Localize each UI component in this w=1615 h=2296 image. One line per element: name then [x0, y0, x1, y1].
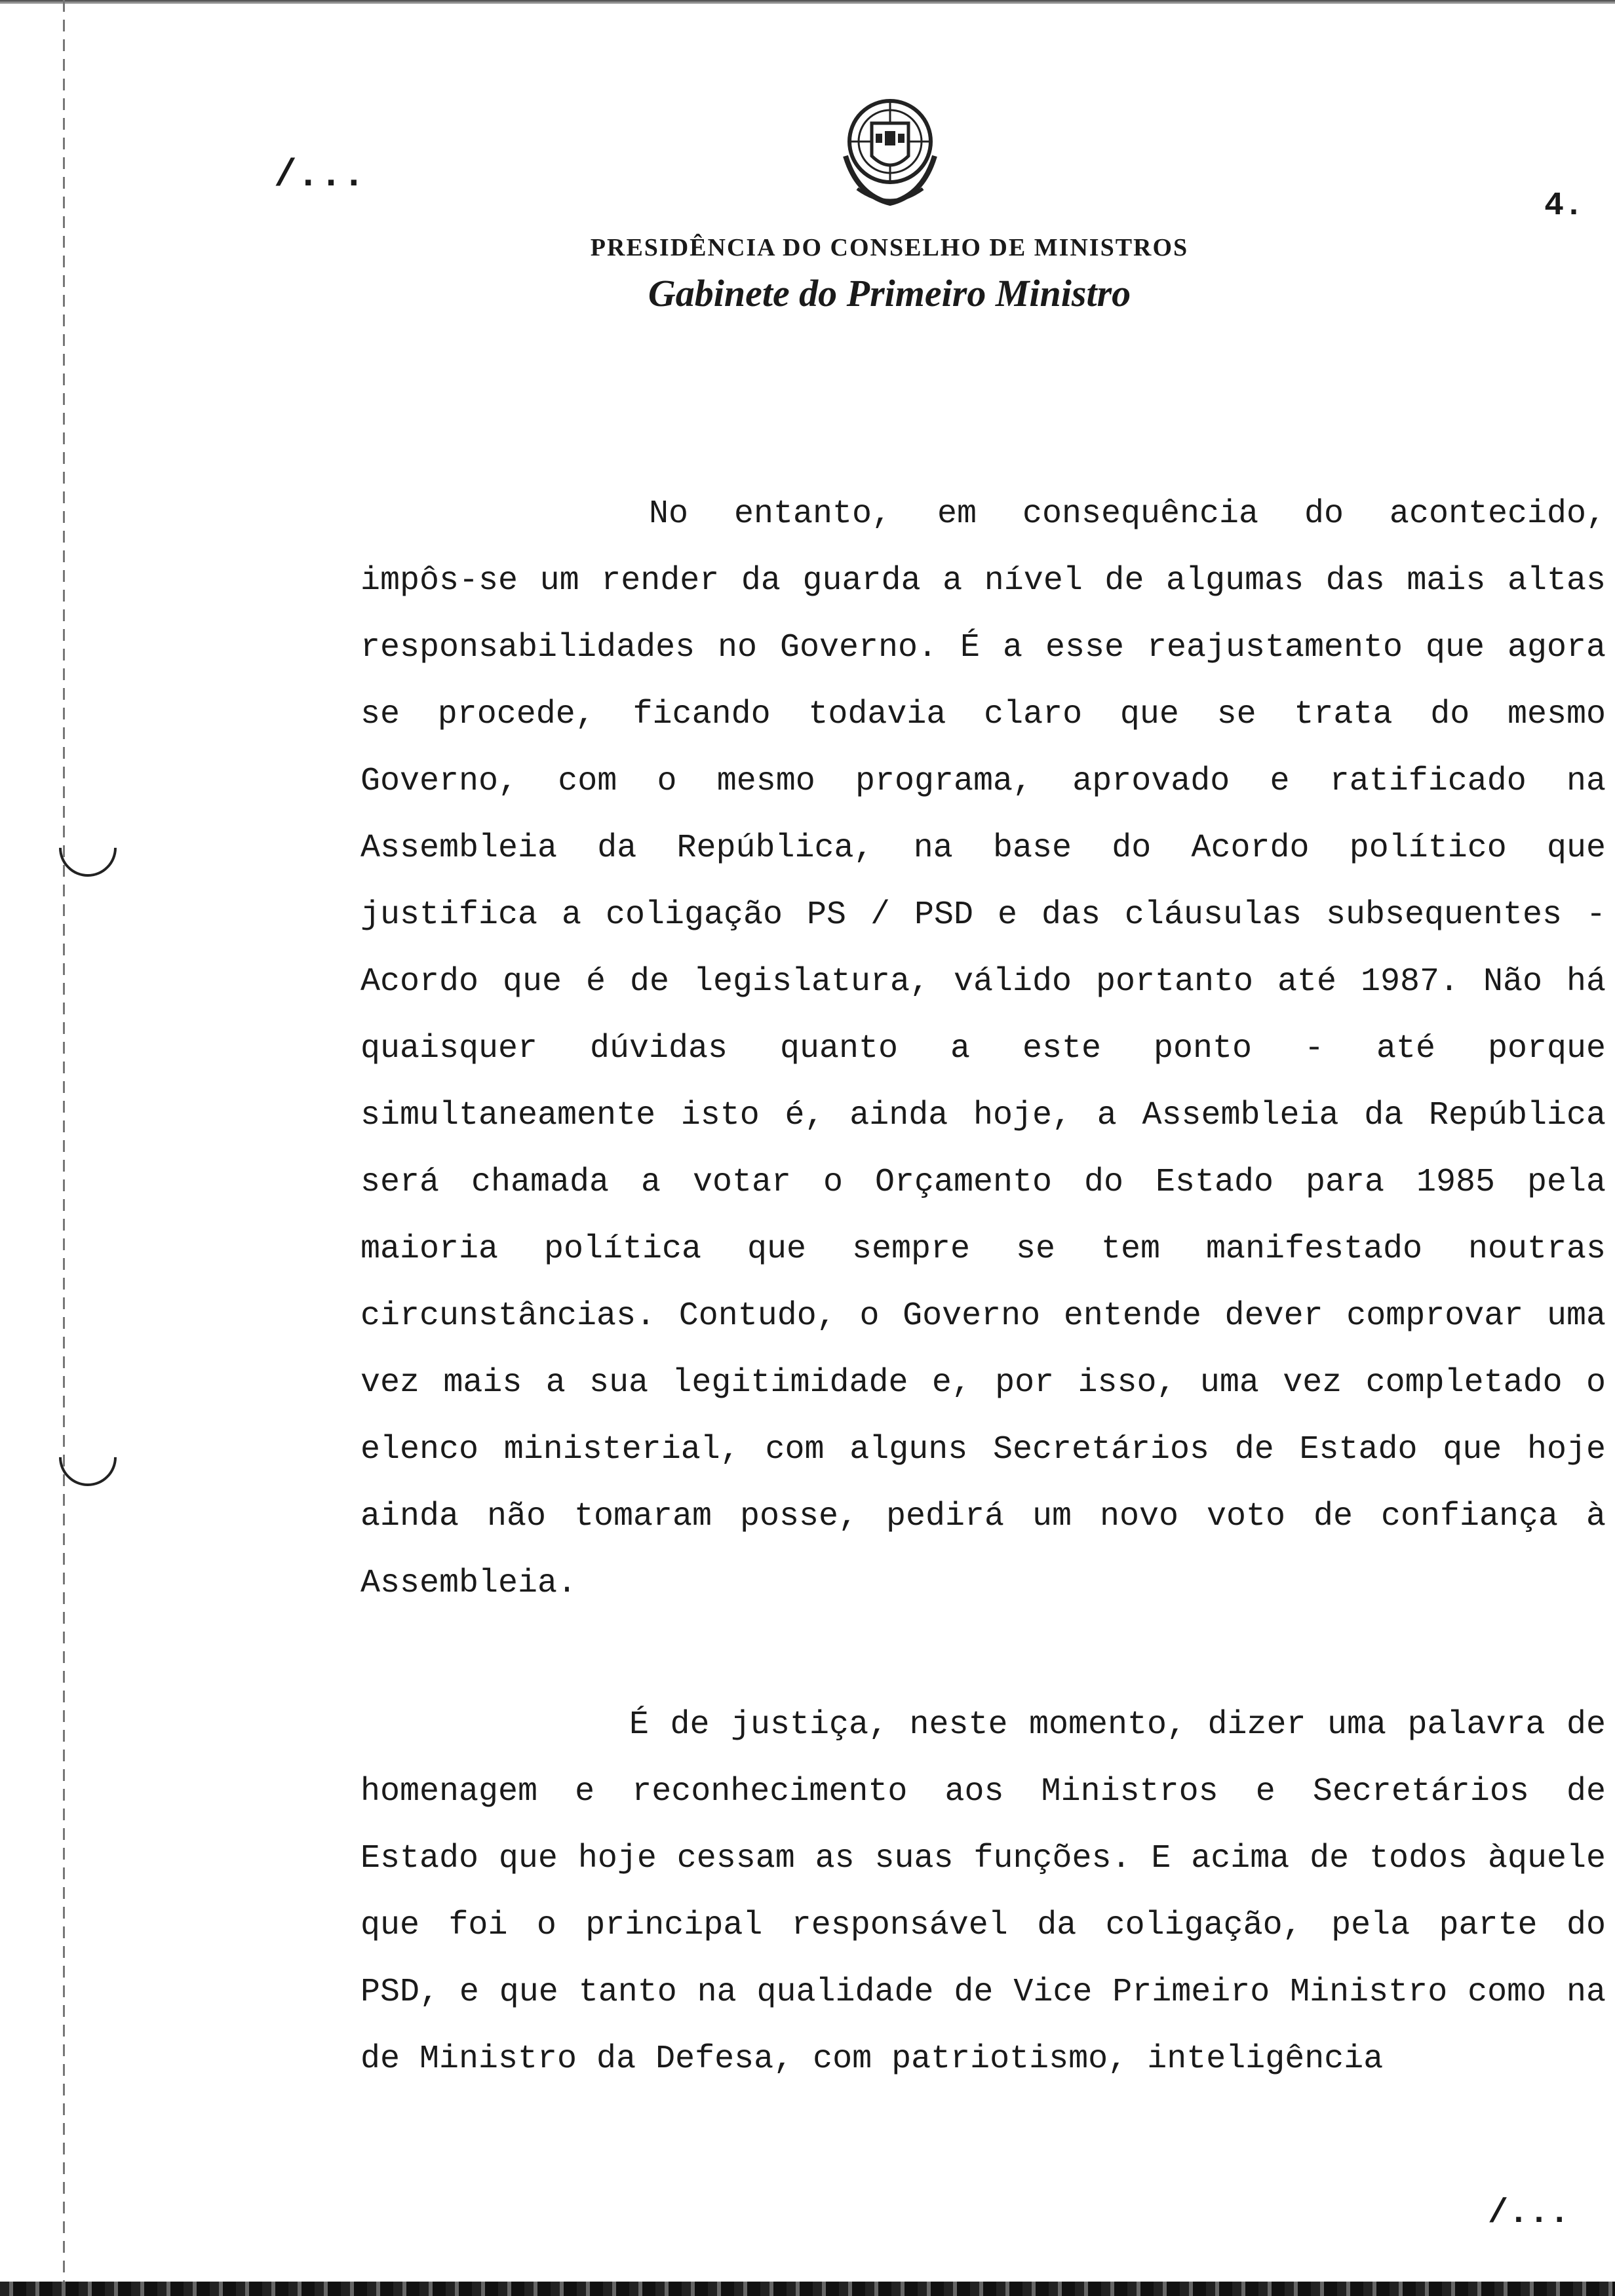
punch-hole-icon: [47, 807, 128, 889]
punch-hole-icon: [47, 1417, 128, 1498]
coat-of-arms-icon: [831, 90, 949, 215]
binding-margin-line: [63, 0, 65, 2296]
page-number: 4.: [1544, 187, 1584, 225]
continuation-mark-bottom: /...: [1488, 2194, 1570, 2232]
office-signature-line: Gabinete do Primeiro Ministro: [648, 272, 1131, 315]
body-paragraph: No entanto, em consequência do acontecido, impôs-se um render da guarda a nível de algumas das mais altas responsabilidades no Governo. É a esse reajustamento que agora se procede, ficando todavia claro que se trata do mesmo Governo, com o mesmo programa, aprovado e ratificado na Assembleia da República, na base do Acordo político que justifica a coligação PS / PSD e das cláusulas subsequentes - Acordo que é de legislatura, válido portanto até 1987. Não há quaisquer dúvidas quanto a este ponto - até porque simultaneamente isto é, ainda hoje, a Assembleia da República será chamada a votar o Orçamento do Estado para 1985 pela maioria política que sempre se tem manifestado noutras circunstâncias. Contudo, o Governo entende dever comprovar uma vez mais a sua legitimidade e, por isso, uma vez completado o elenco ministerial, com alguns Secretários de Estado que hoje ainda não tomaram posse, pedirá um novo voto de confiança à Assembleia.: [360, 495, 1606, 1602]
continuation-mark-top: /...: [274, 155, 366, 197]
scan-bottom-edge: [0, 2282, 1615, 2296]
body-paragraph: É de justiça, neste momento, dizer uma palavra de homenagem e reconhecimento aos Ministros e Secretários de Estado que hoje cessam as suas funções. E acima de todos àquele que foi o principal responsável da coligação, pela parte do PSD, e que tanto na qualidade de Vice Primeiro Ministro como na de Ministro da Defesa, com patriotismo, inteligência: [360, 1706, 1606, 2078]
institution-name: PRESIDÊNCIA DO CONSELHO DE MINISTROS: [590, 234, 1189, 261]
scan-top-edge: [0, 0, 1615, 4]
